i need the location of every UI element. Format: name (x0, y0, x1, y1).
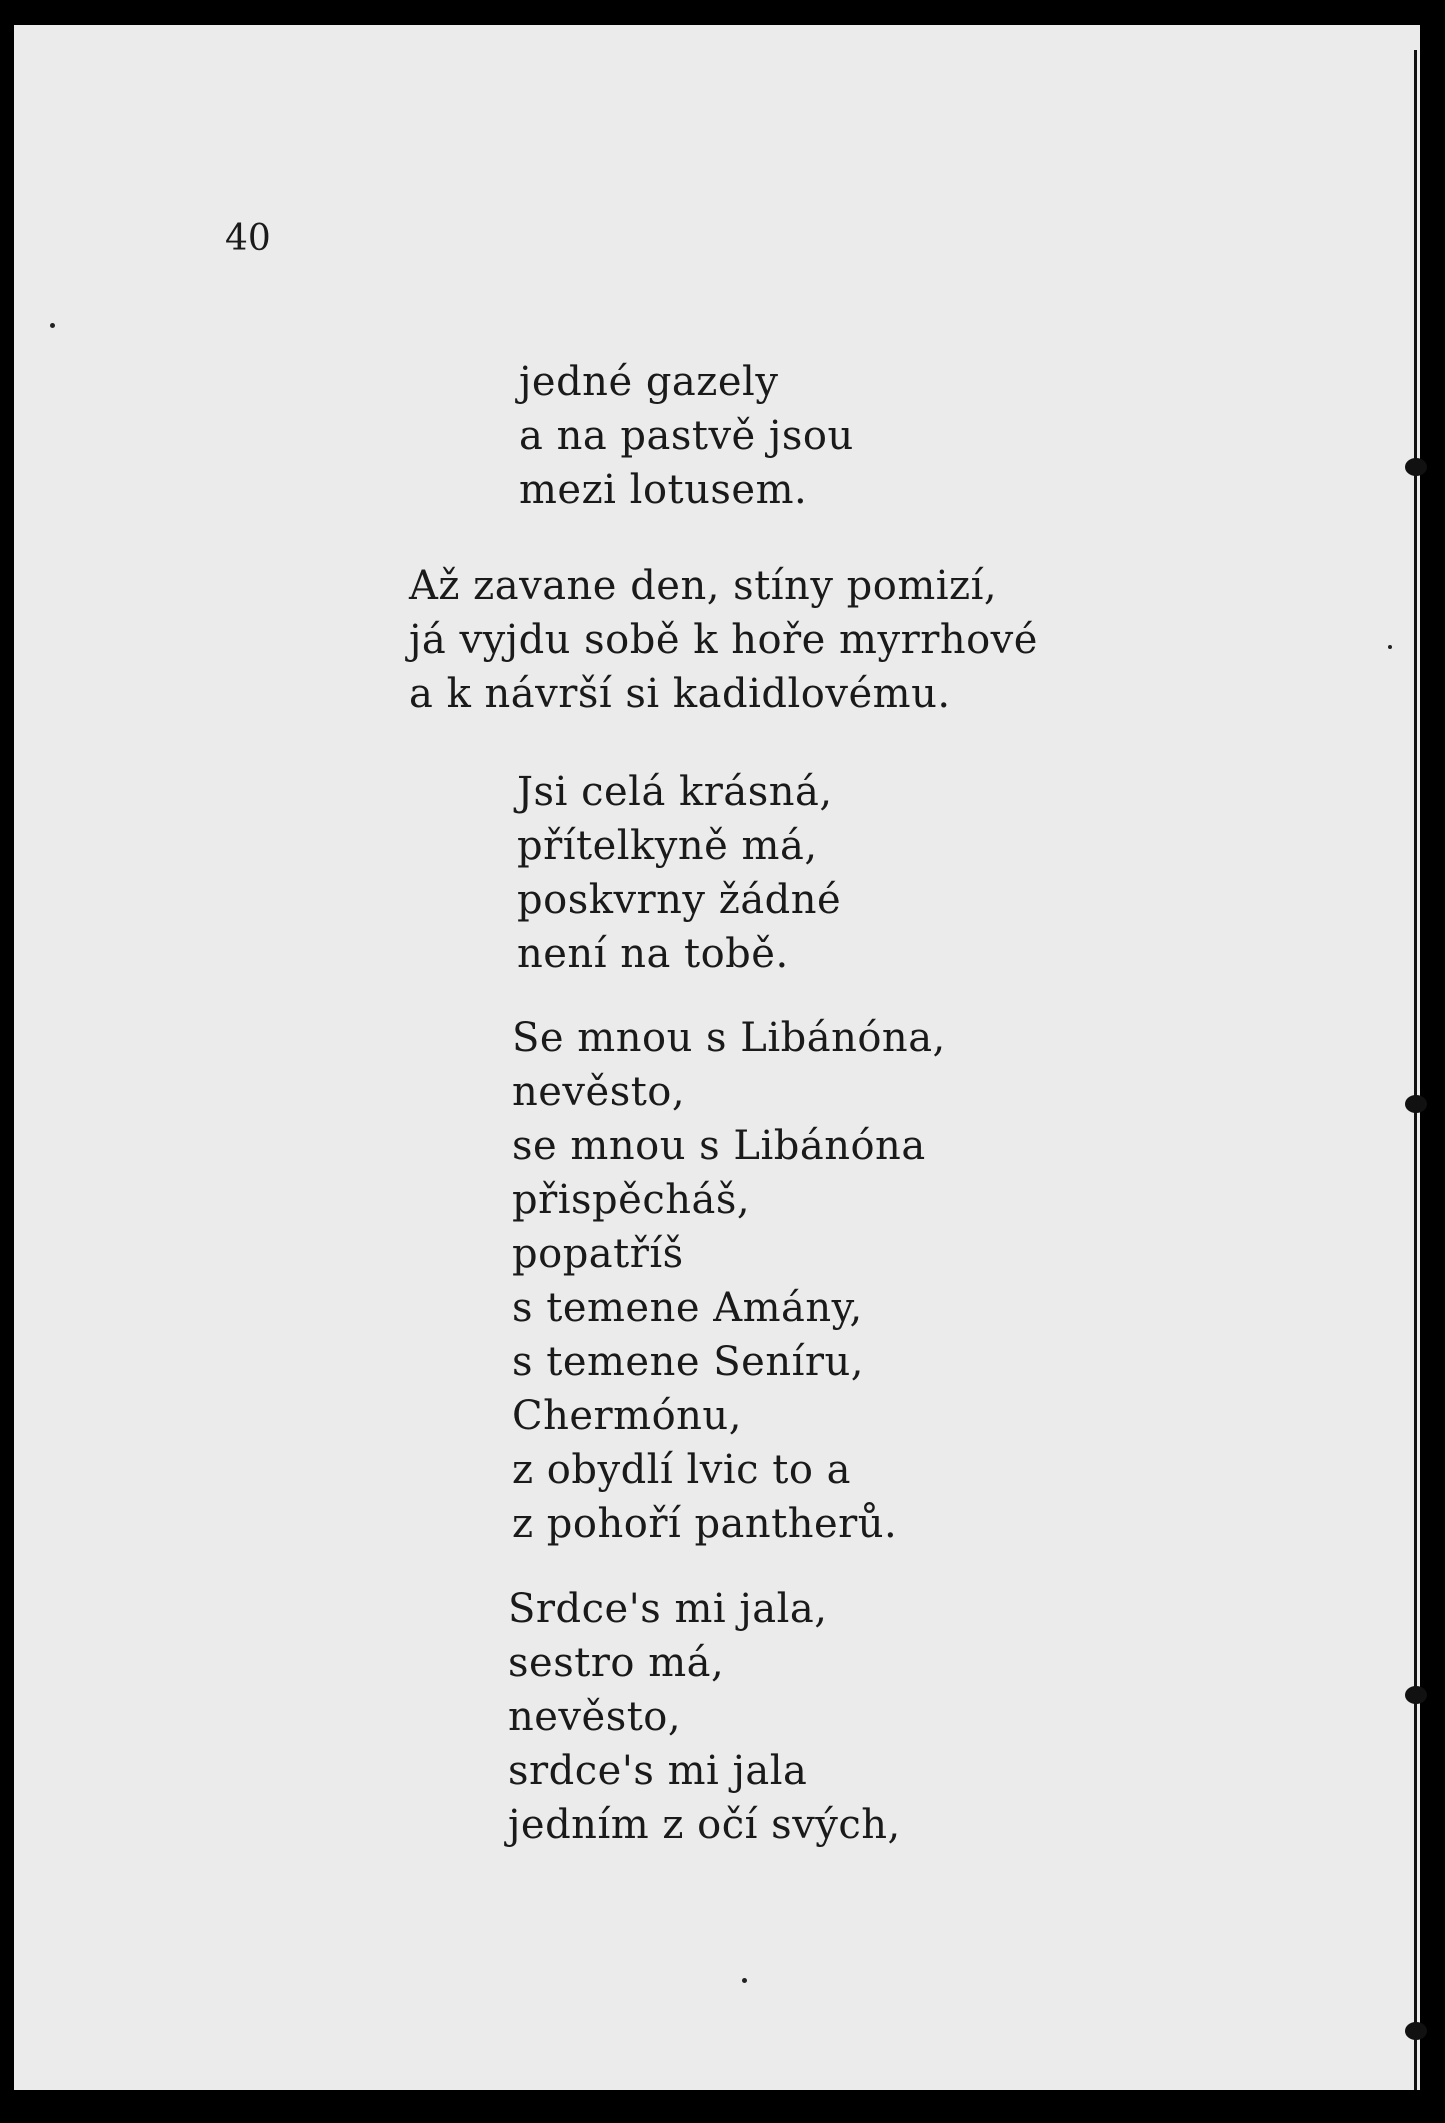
poem-line: nevěsto, (512, 1069, 686, 1115)
poem-line: Až zavane den, stíny pomizí, (409, 563, 998, 609)
stanza-2 (409, 559, 1038, 721)
binding-knot (1405, 1686, 1427, 1704)
poem-line: přispěcháš, (512, 1177, 751, 1223)
poem-line: a k návrší si kadidlovému. (409, 671, 951, 717)
binding-knot (1405, 2022, 1427, 2040)
poem-line: s temene Amány, (512, 1285, 863, 1331)
poem-line: jedním z očí svých, (508, 1802, 901, 1848)
ink-speck (50, 323, 55, 328)
poem-line: já vyjdu sobě k hoře myrrhové (409, 617, 1038, 663)
poem-line: Chermónu, (512, 1393, 742, 1439)
poem-line: srdce's mi jala (508, 1748, 808, 1794)
binding-thread (1402, 50, 1432, 2090)
poem-line: s temene Seníru, (512, 1339, 864, 1385)
poem-line: se mnou s Libánóna (512, 1123, 926, 1169)
binding-knot (1405, 458, 1427, 476)
poem-line: sestro má, (508, 1640, 725, 1686)
binding-knot (1405, 1095, 1427, 1113)
book-page (14, 25, 1420, 2090)
poem-line: není na tobě. (517, 931, 789, 977)
poem-line: Jsi celá krásná, (517, 769, 833, 815)
thread-line (1414, 50, 1417, 2090)
stanza-4 (512, 1011, 946, 1551)
poem-line: z pohoří pantherů. (512, 1501, 898, 1547)
poem-line: mezi lotusem. (519, 467, 808, 513)
ink-speck (1388, 645, 1392, 649)
poem-line: a na pastvě jsou (519, 413, 854, 459)
poem-line: Srdce's mi jala, (508, 1586, 828, 1632)
poem-line: přítelkyně má, (517, 823, 818, 869)
poem-line: jedné gazely (519, 359, 779, 405)
poem-line: z obydlí lvic to a (512, 1447, 851, 1493)
poem-line: nevěsto, (508, 1694, 682, 1740)
poem-line: popatříš (512, 1231, 684, 1277)
page-number: 40 (225, 218, 271, 259)
stanza-1 (519, 355, 854, 517)
ink-speck (742, 1978, 747, 1983)
poem-line: Se mnou s Libánóna, (512, 1015, 946, 1061)
poem-line: poskvrny žádné (517, 877, 842, 923)
stanza-3 (517, 765, 841, 981)
stanza-5 (508, 1582, 901, 1852)
